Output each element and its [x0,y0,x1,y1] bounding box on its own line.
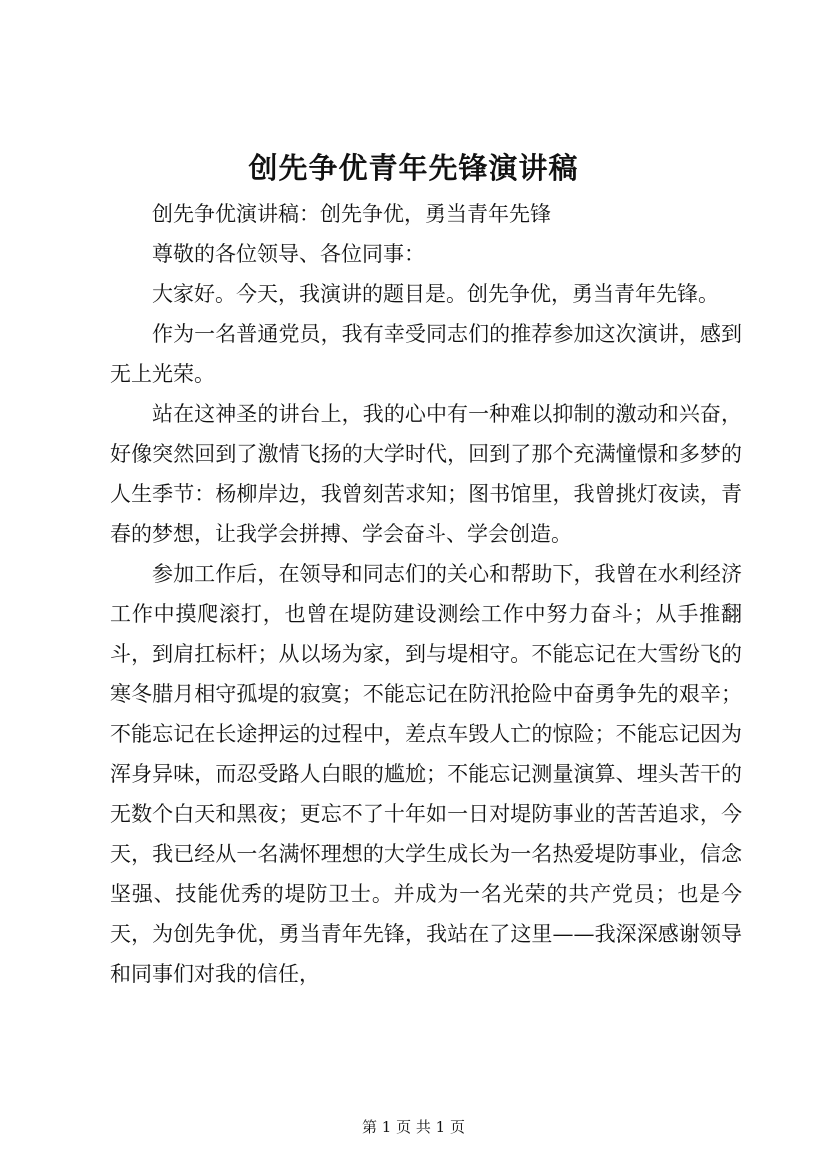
subtitle-paragraph: 创先争优演讲稿：创先争优，勇当青年先锋 [152,202,551,226]
greeting-paragraph: 大家好。今天，我演讲的题目是。创先争优，勇当青年先锋。 [152,282,719,306]
body-paragraph: 站在这神圣的讲台上，我的心中有一种难以抑制的激动和兴奋，好像突然回到了激情飞扬的大学时代，回到了那个充满憧憬和多梦的人生季节：杨柳岸边，我曾刻苦求知；图书馆里，我曾挑灯夜读，青春的梦想，让我学会拼搏、学会奋斗、学会创造。 [110,402,742,546]
body-paragraph: 作为一名普通党员，我有幸受同志们的推荐参加这次演讲，感到无上光荣。 [110,322,742,386]
body-paragraph: 参加工作后，在领导和同志们的关心和帮助下，我曾在水利经济工作中摸爬滚打，也曾在堤防建设测绘工作中努力奋斗；从手推翻斗，到肩扛标杆；从以场为家，到与堤相守。不能忘记在大雪纷飞的寒冬腊月相守孤堤的寂寞；不能忘记在防汛抢险中奋勇争先的艰辛；不能忘记在长途押运的过程中，差点车毁人亡的惊险；不能忘记因为浑身异味，而忍受路人白眼的尴尬；不能忘记测量演算、埋头苦干的无数个白天和黑夜；更忘不了十年如一日对堤防事业的苦苦追求，今天，我已经从一名满怀理想的大学生成长为一名热爱堤防事业，信念坚强、技能优秀的堤防卫士。并成为一名光荣的共产党员；也是今天，为创先争优，勇当青年先锋，我站在了这里——我深深感谢领导和同事们对我的信任， [110,562,742,986]
page-footer: 第 1 页 共 1 页 [362,1118,465,1136]
salutation-paragraph: 尊敬的各位领导、各位同事： [152,242,425,266]
document-body [110,194,742,994]
document-title: 创先争优青年先锋演讲稿 [248,151,579,185]
